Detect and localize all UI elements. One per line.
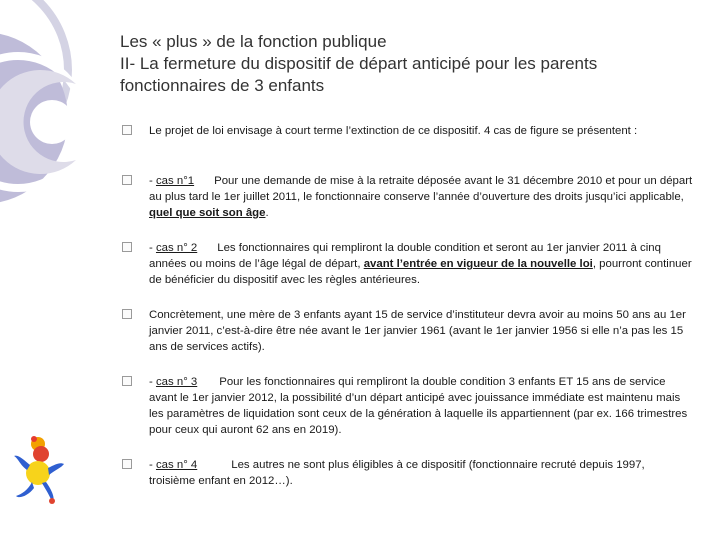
bullet-text: Concrètement, une mère de 3 enfants ayant 15 de service d’instituteur devra avoir au moins 50 ans au 1er janvier 2011, c’est-à-dire être née avant le 1er janvier 1961 (avant le 1er janvier 1956 si elle n’a pas les 15 ans de services actifs). <box>149 309 686 353</box>
slide-title <box>120 31 700 97</box>
mascot-hair-dot <box>31 436 37 442</box>
bullet-text <box>149 374 694 438</box>
case-label: cas n°1 <box>155 175 195 187</box>
bullet-square-icon <box>122 459 132 469</box>
case-text-end: , pourront continuer de bénéficier du dispositif avec les règles antérieures. <box>149 258 692 286</box>
bullet-square-icon <box>122 125 132 135</box>
case-prefix: - <box>149 459 156 471</box>
case-label: cas n° 2 <box>155 242 198 254</box>
hollow-center <box>30 100 74 144</box>
bullet-square-icon <box>122 309 132 319</box>
bullet-square-icon <box>122 242 132 252</box>
title-line-3: fonctionnaires de 3 enfants <box>120 76 325 95</box>
mascot-head <box>33 446 49 462</box>
case-label: cas n° 3 <box>155 376 198 388</box>
mascot-left-arm <box>14 456 30 470</box>
decorative-circles <box>0 0 120 220</box>
title-line-2: II- La fermeture du dispositif de départ anticipé pour les parents <box>120 54 598 73</box>
mascot-right-arm <box>48 463 64 475</box>
mascot-body <box>26 461 50 485</box>
mascot-left-leg <box>16 482 34 497</box>
mascot-illustration <box>10 434 66 504</box>
bullet-text: Le projet de loi envisage à court terme l’extinction de ce dispositif. 4 cas de figure se présentent : <box>149 125 638 137</box>
case-prefix: - <box>149 242 156 254</box>
case-prefix: - <box>149 376 156 388</box>
mascot-foot <box>49 498 55 504</box>
bullet-text <box>149 457 694 489</box>
case-prefix: - <box>149 175 156 187</box>
case-text: Pour une demande de mise à la retraite déposée avant le 31 décembre 2010 et pour un départ au plus tard le 1er juillet 2011, le fonctionnaire conserve l’année d’ouverture des droits jusqu’ici applicable, <box>149 175 693 203</box>
bullet-square-icon <box>122 175 132 185</box>
bullet-text <box>149 240 694 288</box>
case-emphasis: quel que soit son âge <box>149 207 266 219</box>
case-emphasis: avant l’entrée en vigueur de la nouvelle loi <box>363 258 593 270</box>
case-label: cas n° 4 <box>155 459 198 471</box>
bullet-square-icon <box>122 376 132 386</box>
bullet-text <box>149 173 694 221</box>
title-line-1: Les « plus » de la fonction publique <box>120 32 387 51</box>
case-text: Pour les fonctionnaires qui rempliront la double condition 3 enfants ET 15 ans de service avant le 1er janvier 2012, la possibilité d’un départ anticipé avec jouissance immédiate est maintenu mais les paramètres de liquidation sont ceux de la génération à laquelle ils appartiennent (par ex. 166 trimestres pour ceux qui auront 62 ans en 2019). <box>149 376 688 436</box>
case-text: Les fonctionnaires qui rempliront la double condition et seront au 1er janvier 2011 à cinq années ou moins de l’âge légal de départ, <box>149 242 661 270</box>
case-text-end: . <box>265 207 269 219</box>
case-text: Les autres ne sont plus éligibles à ce dispositif (fonctionnaire recruté depuis 1997, troisième enfant en 2012…). <box>149 459 645 487</box>
